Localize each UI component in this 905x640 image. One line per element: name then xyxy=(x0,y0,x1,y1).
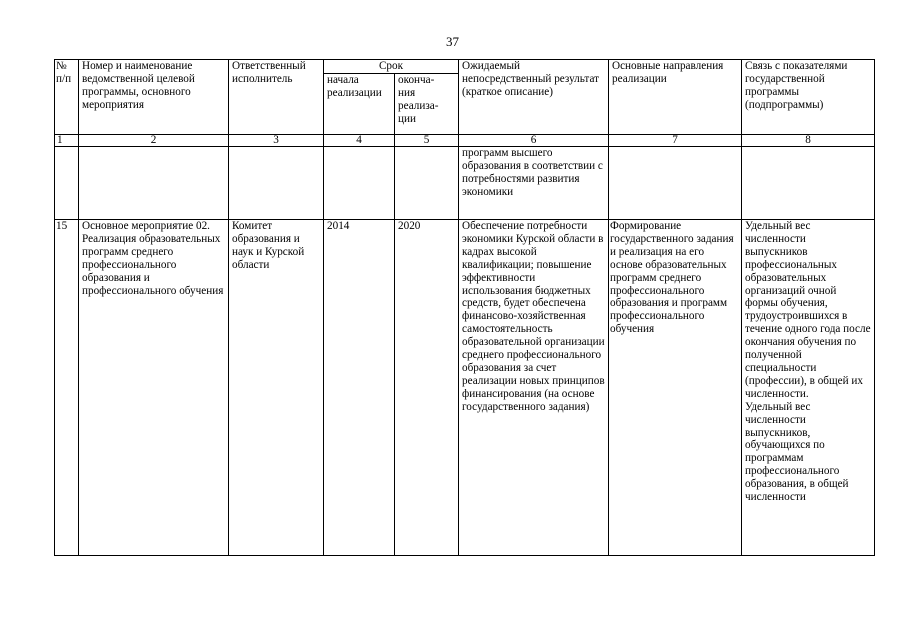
table-row-continuation xyxy=(55,147,875,220)
cell-num: 15 xyxy=(55,220,79,556)
column-number: 1 xyxy=(55,135,79,147)
cell-empty xyxy=(742,147,875,220)
header-name: Номер и наименование ведомственной целевой программы, основного мероприятия xyxy=(79,60,229,135)
header-row-1 xyxy=(55,60,875,74)
header-link: Связь с показателями государственной программы (подпрограммы) xyxy=(742,60,875,135)
header-num: № п/п xyxy=(55,60,79,135)
cell-empty xyxy=(79,147,229,220)
header-directions: Основные направления реализации xyxy=(609,60,742,135)
cell-start-year: 2014 xyxy=(324,220,395,556)
cell-responsible: Комитет образования и наук и Курской области xyxy=(229,220,324,556)
column-number-row xyxy=(55,135,875,147)
table-row-15 xyxy=(55,220,875,556)
column-number: 7 xyxy=(609,135,742,147)
header-term-end: оконча- ния реализа- ции xyxy=(395,74,459,135)
header-responsible: Ответственный исполнитель xyxy=(229,60,324,135)
cell-end-year: 2020 xyxy=(395,220,459,556)
column-number: 8 xyxy=(742,135,875,147)
cell-empty xyxy=(609,147,742,220)
column-number: 2 xyxy=(79,135,229,147)
header-term-start: начала реализации xyxy=(324,74,395,135)
column-number: 3 xyxy=(229,135,324,147)
cell-empty xyxy=(229,147,324,220)
cell-empty xyxy=(324,147,395,220)
page-number: 37 xyxy=(446,34,459,49)
cell-expected: Обеспечение потребности экономики Курской области в кадрах высокой квалификации; повышение эффективности использования бюджетных средств, будет обеспечена финансово-хозяйственная самостоятельность образовательной организации среднего профессионального образования за счет реализации новых принципов финансирования (на основе государственного задания) xyxy=(459,220,609,556)
cell-link: Удельный вес численности выпускников профессиональных образовательных организаций очной формы обучения, трудоустроившихся в течение одного года после окончания обучения по полученной специальности (профессии), в общей их численности. Удельный вес численности выпускников, обучающихся по программам профессионального образования, в общей численности xyxy=(742,220,875,556)
header-expected: Ожидаемый непосредственный результат (краткое описание) xyxy=(459,60,609,135)
cell-expected-continued: программ высшего образования в соответствии с потребностями развития экономики xyxy=(459,147,609,220)
program-events-table xyxy=(54,59,875,556)
column-number: 5 xyxy=(395,135,459,147)
cell-empty xyxy=(395,147,459,220)
column-number: 4 xyxy=(324,135,395,147)
cell-directions: Формирование государственного задания и реализация на его основе образовательных программ среднего профессионального образования и программ профессионального обучения xyxy=(609,220,742,556)
cell-empty xyxy=(55,147,79,220)
column-number: 6 xyxy=(459,135,609,147)
cell-name: Основное мероприятие 02. Реализация образовательных программ среднего профессионального образования и профессионального обучения xyxy=(79,220,229,556)
header-term: Срок xyxy=(324,60,459,74)
